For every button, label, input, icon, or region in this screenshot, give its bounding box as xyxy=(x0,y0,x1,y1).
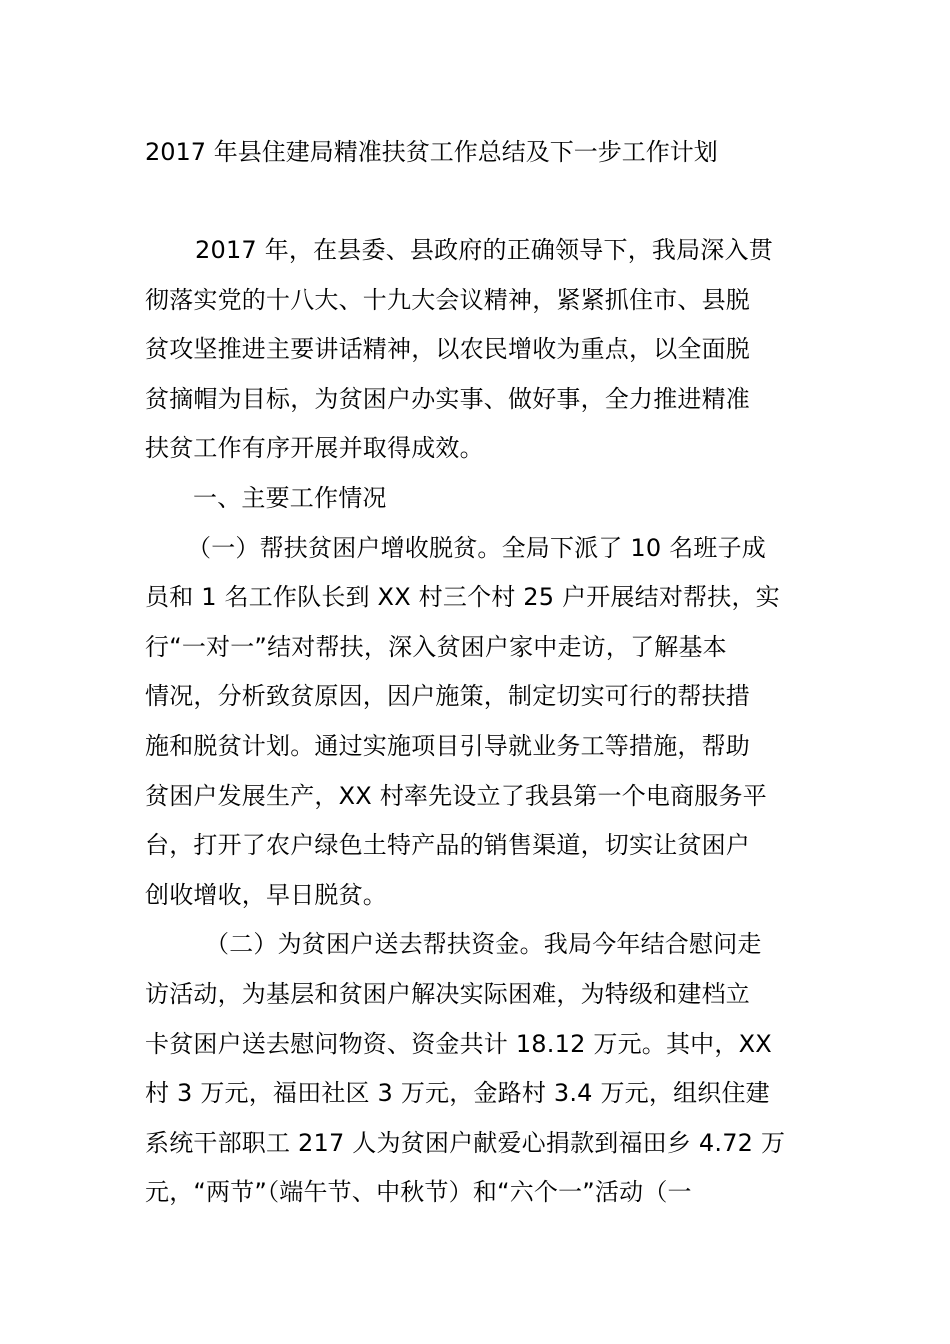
paragraph-line: 系统干部职工 217 人为贫困户献爱心捐款到福田乡 4.72 万 xyxy=(145,1128,786,1157)
paragraph-line: 台，打开了农户绿色土特产品的销售渠道，切实让贫困户 xyxy=(145,831,750,860)
paragraph-line: 扶贫工作有序开展并取得成效。 xyxy=(145,434,484,463)
paragraph-line: 卡贫困户送去慰问物资、资金共计 18.12 万元。其中，XX xyxy=(145,1029,772,1058)
paragraph-line: 2017 年，在县委、县政府的正确领导下，我局深入贯 xyxy=(195,236,773,264)
paragraph-line: 员和 1 名工作队长到 XX 村三个村 25 户开展结对帮扶，实 xyxy=(145,583,780,612)
paragraph-line: 施和脱贫计划。通过实施项目引导就业务工等措施，帮助 xyxy=(145,731,750,760)
paragraph-line: 贫摘帽为目标，为贫困户办实事、做好事，全力推进精准 xyxy=(145,384,750,413)
paragraph-line: （二）为贫困户送去帮扶资金。我局今年结合慰问走 xyxy=(205,930,762,959)
paragraph-line: 村 3 万元，福田社区 3 万元，金路村 3.4 万元，组织住建 xyxy=(145,1079,770,1108)
paragraph-line: 情况，分析致贫原因，因户施策，制定切实可行的帮扶措 xyxy=(145,682,750,711)
paragraph-line: 贫攻坚推进主要讲话精神，以农民增收为重点，以全面脱 xyxy=(145,335,750,364)
paragraph-line: 行“一对一”结对帮扶，深入贫困户家中走访，了解基本 xyxy=(145,632,727,661)
paragraph-line: 彻落实党的十八大、十九大会议精神，紧紧抓住市、县脱 xyxy=(145,285,750,314)
paragraph-line: （一）帮扶贫困户增收脱贫。全局下派了 10 名班子成 xyxy=(187,533,766,562)
section-heading: 一、主要工作情况 xyxy=(193,483,387,512)
paragraph-line: 创收增收，早日脱贫。 xyxy=(145,880,387,909)
document-body xyxy=(145,230,810,1222)
paragraph-line: 元，“两节”（端午节、中秋节）和“六个一”活动（一 xyxy=(145,1178,692,1207)
paragraph-line: 访活动，为基层和贫困户解决实际困难，为特级和建档立 xyxy=(145,979,750,1008)
paragraph-line: 贫困户发展生产，XX 村率先设立了我县第一个电商服务平 xyxy=(145,781,767,810)
document-title: 2017 年县住建局精准扶贫工作总结及下一步工作计划 xyxy=(145,138,718,166)
